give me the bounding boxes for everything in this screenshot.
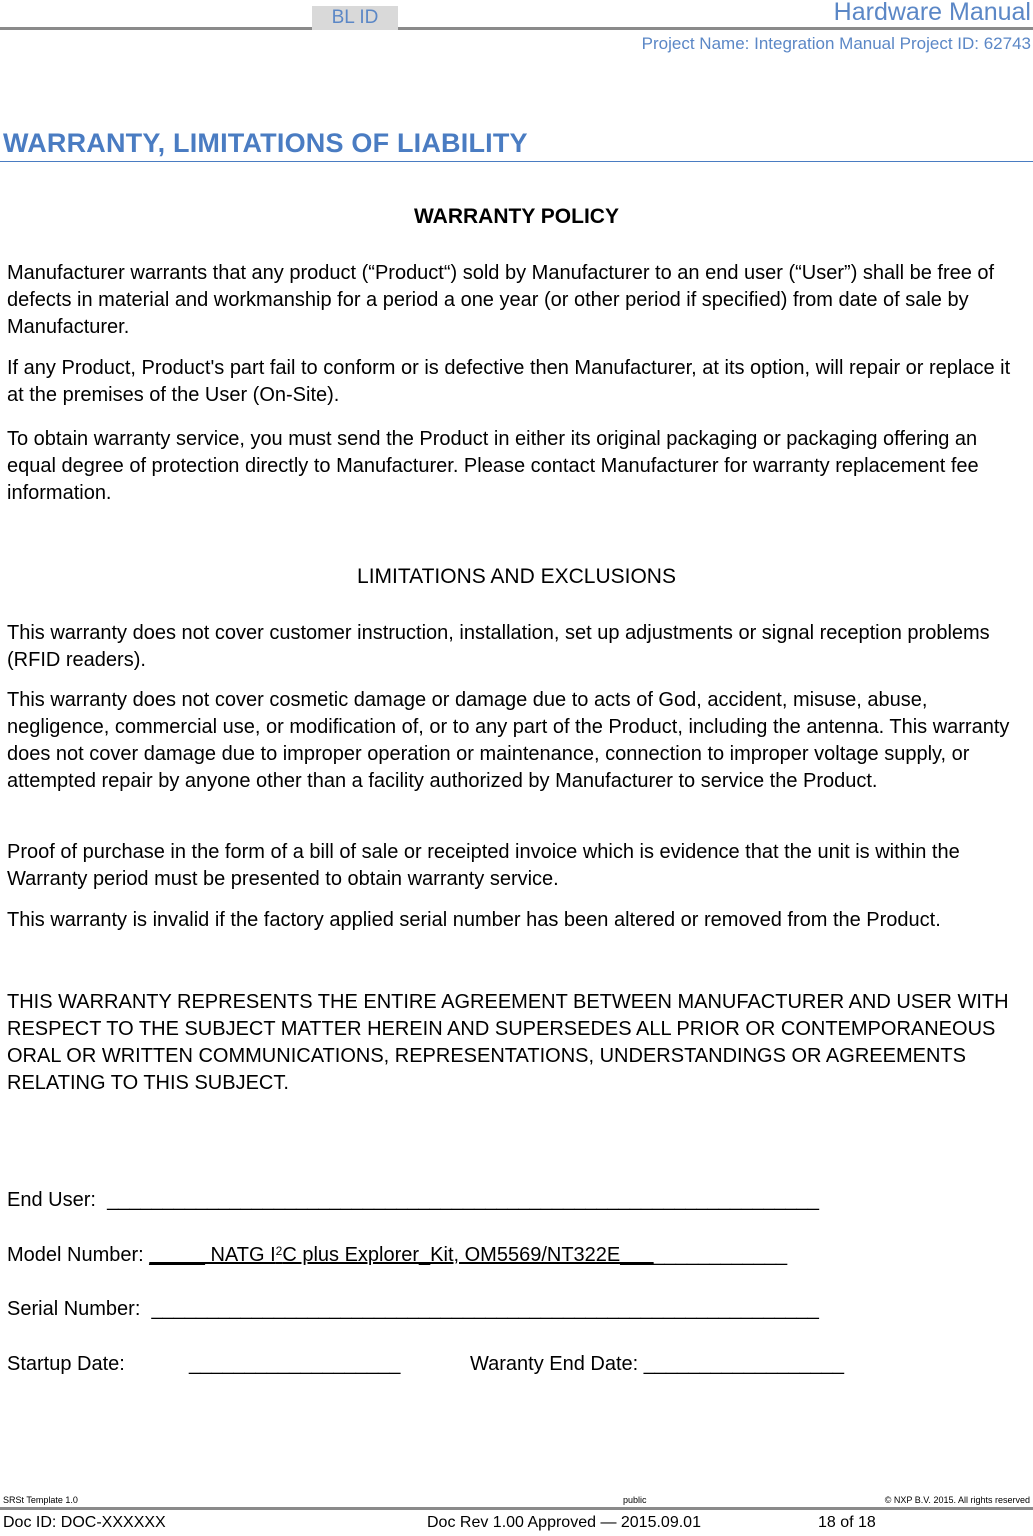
footer-template: SRSt Template 1.0	[3, 1495, 78, 1505]
warranty-end-date-value: __________________	[643, 1353, 845, 1375]
paragraph: If any Product, Product's part fail to conform or is defective then Manufacturer, at its option, will repair or replace it at the premises of the User (On-Site).	[7, 357, 1011, 406]
serial-number-label: Serial Number:	[7, 1298, 141, 1320]
serial-number-value: ____________________________________________________________	[151, 1298, 819, 1320]
agreement-paragraph: THIS WARRANTY REPRESENTS THE ENTIRE AGREEMENT BETWEEN MANUFACTURER AND USER WITH RESPECT TO THE SUBJECT MATTER HEREIN AND SUPERSEDES ALL PRIOR OR CONTEMPORANEOUS ORAL OR WRITTEN COMMUNICATIONS, REPRESENTATIONS, UNDERSTANDINGS OR AGREEMENTS RELATING TO THIS SUBJECT.	[7, 991, 1009, 1094]
footer-copyright: © NXP B.V. 2015. All rights reserved	[884, 1495, 1030, 1505]
footer-doc-rev: Doc Rev 1.00 Approved — 2015.09.01	[427, 1514, 701, 1531]
model-number-value-part: _____ NATG I	[149, 1244, 276, 1266]
startup-date-field	[7, 1351, 125, 1378]
limitations-heading: LIMITATIONS AND EXCLUSIONS	[357, 565, 676, 588]
end-user-label: End User:	[7, 1189, 96, 1211]
footer-rule	[0, 1507, 1033, 1510]
paragraph: To obtain warranty service, you must send the Product in either its original packaging or packaging offering an equal degree of protection directly to Manufacturer. Please contact Manufacturer for warranty replacement fee information.	[7, 428, 979, 504]
footer-page-number: 18 of 18	[818, 1514, 876, 1531]
document-title: Hardware Manual	[833, 0, 1031, 26]
model-number-superscript: 2	[275, 1244, 283, 1258]
header-rule-left	[0, 27, 312, 30]
footer-classification: public	[623, 1495, 647, 1505]
warranty-end-date-field	[470, 1351, 844, 1378]
project-info: Project Name: Integration Manual Project ID: 62743	[641, 34, 1031, 53]
end-user-value: ________________________________________________________________	[107, 1189, 819, 1211]
section-rule	[0, 161, 1033, 162]
serial-number-field	[7, 1296, 819, 1323]
startup-date-label: Startup Date:	[7, 1353, 125, 1375]
footer-doc-id: Doc ID: DOC-XXXXXX	[3, 1514, 166, 1531]
paragraph: Proof of purchase in the form of a bill of sale or receipted invoice which is evidence that the unit is within the Warranty period must be presented to obtain warranty service.	[7, 841, 960, 890]
paragraph: Manufacturer warrants that any product (“Product“) sold by Manufacturer to an end user (“User”) shall be free of defects in material and workmanship for a period a one year (or other period if specified) from date of sale by Manufacturer.	[7, 262, 995, 338]
header-rule-right	[398, 27, 1033, 30]
model-number-value-part: C plus Explorer_Kit, OM5569/NT322E___	[282, 1244, 654, 1266]
bl-id-label: BL ID	[312, 6, 398, 30]
paragraph: This warranty is invalid if the factory applied serial number has been altered or removed from the Product.	[7, 909, 941, 931]
end-user-field	[7, 1187, 819, 1214]
startup-date-value: ___________________	[189, 1353, 401, 1375]
warranty-end-date-label: Waranty End Date:	[470, 1353, 639, 1375]
section-title: WARRANTY, LIMITATIONS OF LIABILITY	[3, 128, 528, 158]
model-number-label: Model Number:	[7, 1244, 144, 1266]
model-number-blank: ____________	[653, 1244, 788, 1266]
model-number-value	[149, 1244, 653, 1266]
paragraph: This warranty does not cover customer instruction, installation, set up adjustments or signal reception problems (RFID readers).	[7, 622, 990, 671]
model-number-field	[7, 1242, 787, 1269]
warranty-policy-heading: WARRANTY POLICY	[414, 205, 619, 228]
paragraph: This warranty does not cover cosmetic damage or damage due to acts of God, accident, misuse, abuse, negligence, commercial use, or modification of, or to any part of the Product, including the antenna. This warranty does not cover damage due to improper operation or maintenance, connection to improper voltage supply, or attempted repair by anyone other than a facility authorized by Manufacturer to service the Product.	[7, 689, 1010, 792]
